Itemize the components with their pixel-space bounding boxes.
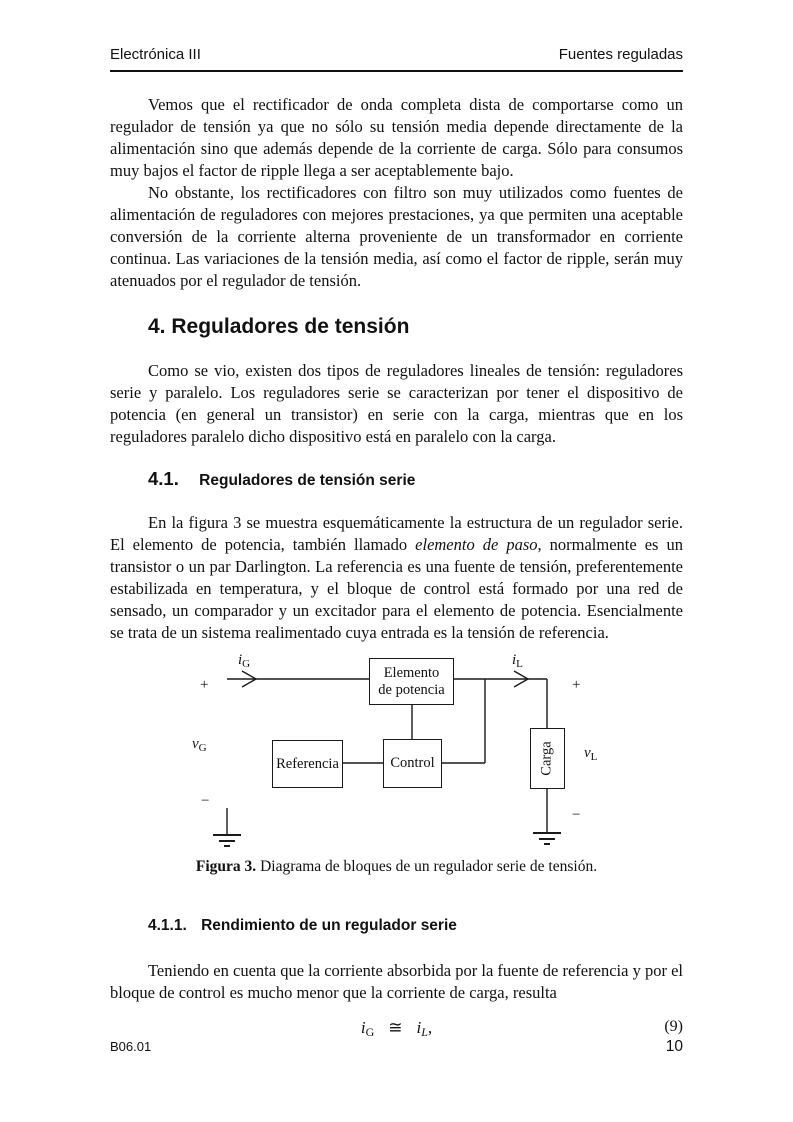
section-title: Reguladores de tensión — [171, 315, 410, 338]
paragraph-regulator-types: Como se vio, existen dos tipos de reguladores lineales de tensión: reguladores serie y paralelo. Los reguladores serie se caracterizan por tener el dispositivo de potencia (en general un transistor) en serie con la carga, mientras que en los reguladores paralelo dicho dispositivo está en paralelo con la carga. — [110, 361, 683, 446]
polarity-minus-right: − — [572, 807, 581, 823]
block-load — [530, 728, 565, 789]
polarity-plus-right: + — [572, 677, 581, 693]
figure-3-block-diagram — [110, 650, 683, 850]
subsection-heading-4-1 — [148, 468, 683, 492]
block-power-label-line1: Elemento — [383, 664, 440, 681]
page-header — [110, 46, 683, 72]
paragraph-part: En la figura 3 se muestra esquemáticamente la estructura de un regulador serie. El elemento de potencia, también llamado — [110, 513, 683, 554]
block-power-label-line2: de potencia — [378, 681, 445, 698]
label-load-voltage: $v_L$ — [584, 745, 598, 763]
block-reference — [272, 740, 343, 788]
polarity-minus-left: − — [201, 793, 210, 809]
ground-symbol-right-icon — [533, 833, 561, 844]
subsection-number: 4.1. — [148, 468, 179, 489]
paragraph-efficiency-intro: Teniendo en cuenta que la corriente absorbida por la fuente de referencia y por el bloque de control es mucho menor que la corriente de carga, resulta — [110, 961, 683, 1002]
subsection-title: Reguladores de tensión serie — [199, 472, 416, 489]
header-course-title: Electrónica III — [110, 46, 201, 63]
section-number: 4. — [148, 315, 166, 338]
section-heading-4 — [148, 314, 683, 340]
ground-symbol-left-icon — [213, 835, 241, 846]
footer-document-code: B06.01 — [110, 1039, 152, 1054]
block-control-label: Control — [390, 755, 435, 771]
paragraph-part: , normalmente es un transistor o un par Darlington. La referencia es una fuente de tensión, preferentemente estabilizada en temperatura, y el bloque de control está formado por una red de sensado, un comparador y un excitador para el elemento de potencia. Esencialmente se trata de un sistema realimentado cuya entrada es la tensión de referencia. — [110, 535, 683, 642]
block-load-label: Carga — [539, 741, 555, 776]
equation-number: (9) — [664, 1018, 683, 1035]
footer-page-number: 10 — [665, 1038, 683, 1055]
block-reference-label: Referencia — [276, 755, 339, 772]
figure-caption — [110, 858, 683, 876]
equation-body: iG ≅ iL, — [360, 1018, 433, 1039]
subsubsection-title: Rendimiento de un regulador serie — [201, 917, 457, 934]
subsubsection-number: 4.1.1. — [148, 917, 187, 934]
label-input-voltage: $v_G$ — [192, 736, 207, 754]
subsection-heading-4-1-1 — [148, 916, 683, 936]
label-load-current: $i_L$ — [512, 652, 523, 670]
block-control — [383, 739, 442, 788]
italic-term: elemento de paso — [415, 535, 538, 554]
polarity-plus-left: + — [200, 677, 209, 693]
figure-caption-label: Figura 3. — [195, 858, 257, 875]
paragraph-rectifier: Vemos que el rectificador de onda completa dista de comportarse como un regulador de tensión ya que no sólo su tensión media depende directamente de la alimentación sino que además depende de la corriente de carga. Sólo para consumos muy bajos el factor de ripple llega a ser aceptablemente bajo. — [110, 95, 683, 180]
paragraph-series-structure — [110, 512, 683, 644]
figure-caption-text: Diagrama de bloques de un regulador serie de tensión. — [256, 858, 598, 875]
header-chapter-title: Fuentes reguladas — [558, 46, 683, 63]
page-footer — [110, 1038, 683, 1056]
label-input-current: $i_G$ — [238, 652, 251, 670]
block-power-element — [369, 658, 454, 705]
paragraph-filtered-rectifiers: No obstante, los rectificadores con filtro son muy utilizados como fuentes de alimentación de reguladores con mejores prestaciones, ya que permiten una aceptable conversión de la corriente alterna proveniente de un transformador en corriente continua. Las variaciones de la tensión media, así como el factor de ripple, serán muy atenuados por el regulador de tensión. — [110, 183, 683, 290]
